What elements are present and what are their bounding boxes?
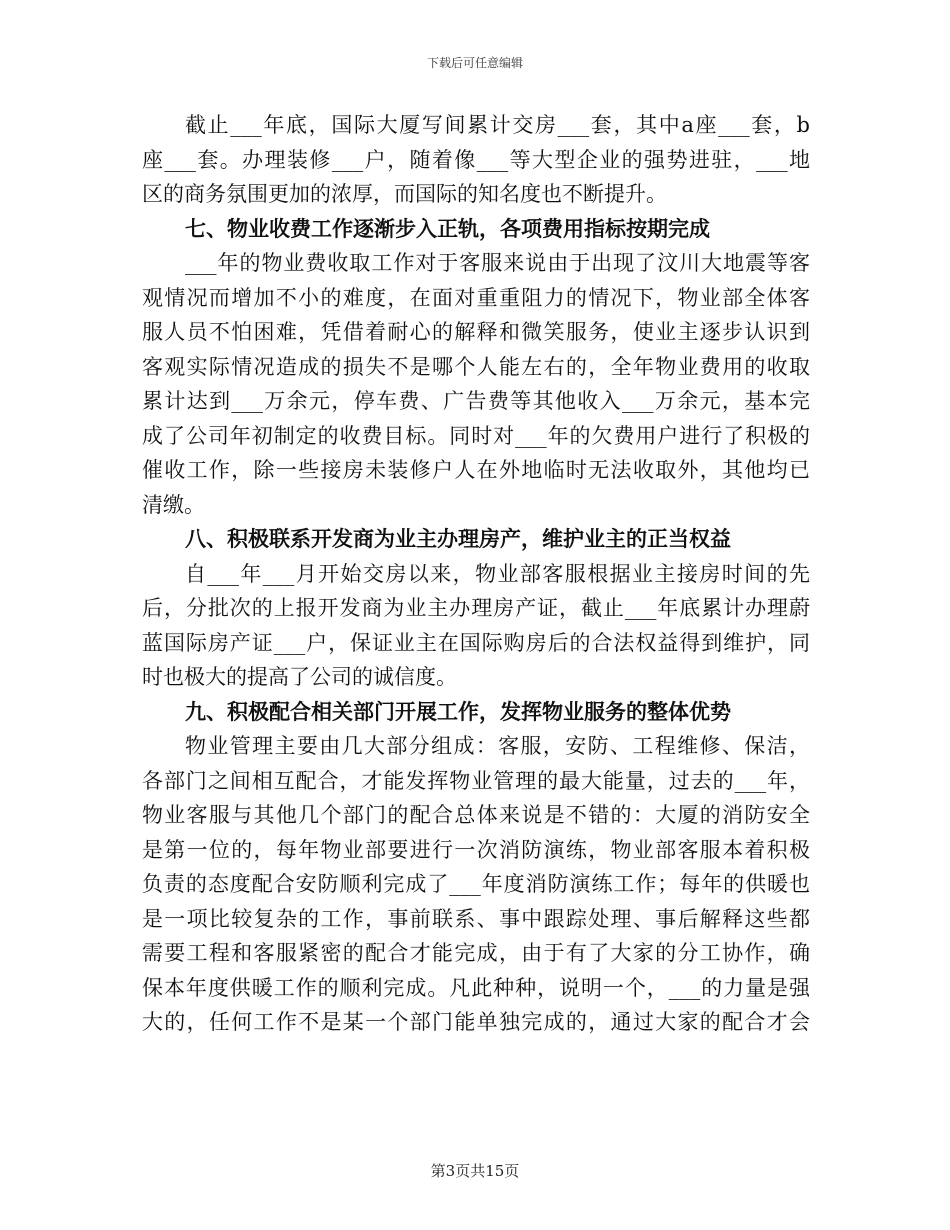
text-line: 物业客服与其他几个部门的配合总体来说是不错的：大厦的消防安全 [142,803,810,827]
text-line: 催收工作，除一些接房未装修户人在外地临时无法收取外，其他均已 [142,458,810,482]
text-line: 物业管理主要由几大部分组成：客服，安防、工程维修、保洁， [185,734,810,758]
page-header: 下载后可任意编辑 [426,56,523,70]
text-line: 成了公司年初制定的收费目标。同时对___年的欠费用户进行了积极的 [142,423,810,448]
text-line: 蓝国际房产证___户，保证业主在国际购房后的合法权益得到维护，同 [142,630,810,655]
section-heading: 七、物业收费工作逐渐步入正轨，各项费用指标按期完成 [185,215,710,241]
text-line: 观情况而增加不小的难度，在面对重重阻力的情况下，物业部全体客 [142,285,810,310]
text-line: 负责的态度配合安防顺利完成了___年度消防演练工作；每年的供暖也 [142,872,810,896]
text-line: 累计达到___万余元，停车费、广告费等其他收入___万余元，基本完 [142,389,810,413]
text-line: 需要工程和客服紧密的配合才能完成，由于有了大家的分工协作，确 [142,941,810,965]
text-line: ___年的物业费收取工作对于客服来说由于出现了汶川大地震等客 [185,251,810,275]
text-line: 保本年度供暖工作的顺利完成。凡此种种，说明一个，___的力量是强 [142,975,810,1000]
text-line: 座___套。办理装修___户，随着像___等大型企业的强势进驻，___地 [142,147,810,172]
page-footer: 第3页共15页 [430,1162,520,1180]
document-body [142,108,810,1040]
section-heading: 八、积极联系开发商为业主办理房产，维护业主的正当权益 [185,526,731,551]
text-line: 清缴。 [142,492,205,517]
text-line: 服人员不怕困难，凭借着耐心的解释和微笑服务，使业主逐步认识到 [142,320,810,344]
text-line: 自___年___月开始交房以来，物业部客服根据业主接房时间的先 [185,561,810,586]
text-line: 区的商务氛围更加的浓厚，而国际的知名度也不断提升。 [142,182,667,206]
text-line: 大的，任何工作不是某一个部门能单独完成的，通过大家的配合才会 [142,1010,810,1034]
text-line: 各部门之间相互配合，才能发挥物业管理的最大能量，过去的___年， [142,768,810,793]
text-line: 时也极大的提高了公司的诚信度。 [142,665,457,689]
text-line: 截止___年底，国际大厦写间累计交房___套，其中a座___套，b [185,113,810,137]
text-line: 后，分批次的上报开发商为业主办理房产证，截止___年底累计办理蔚 [142,596,810,620]
text-line: 是一项比较复杂的工作，事前联系、事中跟踪处理、事后解释这些都 [142,906,810,931]
text-line: 是第一位的，每年物业部要进行一次消防演练，物业部客服本着积极 [142,837,810,862]
section-heading: 九、积极配合相关部门开展工作，发挥物业服务的整体优势 [185,698,731,724]
text-line: 客观实际情况造成的损失不是哪个人能左右的，全年物业费用的收取 [142,354,810,379]
